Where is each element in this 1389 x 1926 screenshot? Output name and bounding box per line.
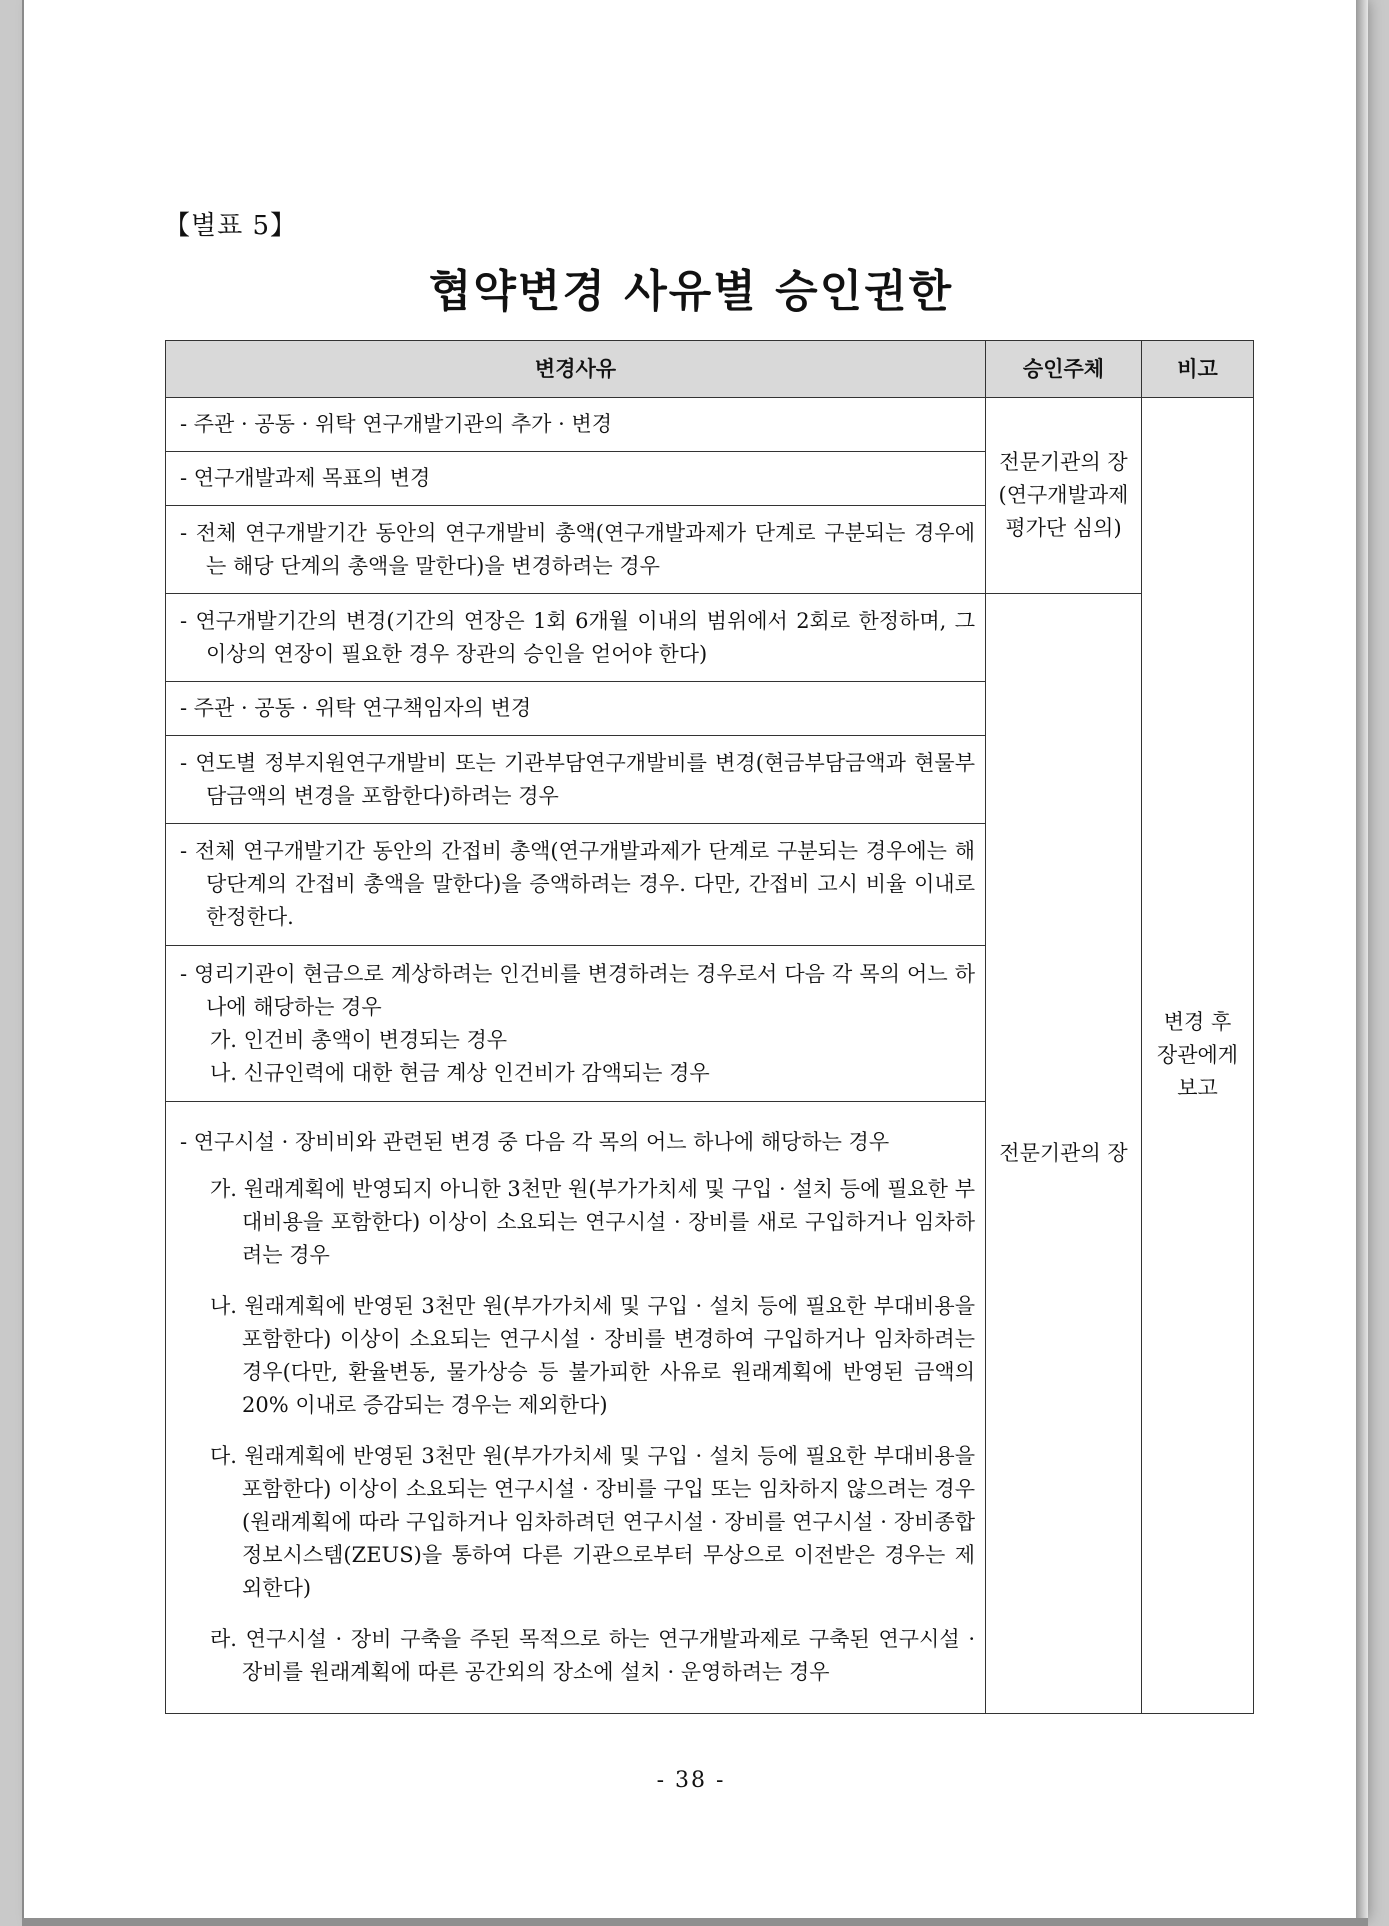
page-edge-shadow: [1356, 0, 1368, 1926]
document-page: [22, 0, 1358, 1920]
table-header-row: [166, 341, 1254, 398]
page-title: 협약변경 사유별 승인권한: [428, 266, 954, 317]
header-reason: 변경사유: [166, 341, 986, 398]
approver-cell-1: 전문기관의 장 (연구개발과제 평가단 심의): [986, 398, 1142, 594]
reason-cell: - 연구개발과제 목표의 변경: [166, 452, 986, 506]
remark-cell: 변경 후 장관에게 보고: [1142, 398, 1254, 1714]
page-bottom-edge: [22, 1918, 1368, 1926]
reason-cell: - 연구시설 · 장비비와 관련된 변경 중 다음 각 목의 어느 하나에 해당하는 경우 가. 원래계획에 반영되지 아니한 3천만 원(부가가치세 및 구입 · 설치 등에 필요한 부대비용을 포함한다) 이상이 소요되는 연구시설 · 장비를 새로 구입하거나 임차하려는 경우 나. 원래계획에 반영된 3천만 원(부가가치세 및 구입 · 설치 등에 필요한 부대비용을 포함한다) 이상이 소요되는 연구시설 · 장비를 변경하여 구입하거나 임차하려는 경우(다만, 환율변동, 물가상승 등 불가피한 사유로 원래계획에 반영된 금액의 20% 이내로 증감되는 경우는 제외한다) 다. 원래계획에 반영된 3천만 원(부가가치세 및 구입 · 설치 등에 필요한 부대비용을 포함한다) 이상이 소요되는 연구시설 · 장비를 구입 또는 임차하지 않으려는 경우(원래계획에 따라 구입하거나 임차하려던 연구시설 · 장비를 연구시설 · 장비종합정보시스템(ZEUS)을 통하여 다른 기관으로부터 무상으로 이전받은 경우는 제외한다) 라. 연구시설 · 장비 구축을 주된 목적으로 하는 연구개발과제로 구축된 연구시설 · 장비를 원래계획에 따른 공간외의 장소에 설치 · 운영하려는 경우: [166, 1102, 986, 1714]
reason-cell: - 주관 · 공동 · 위탁 연구책임자의 변경: [166, 682, 986, 736]
page-number: - 38 -: [656, 1768, 726, 1793]
reason-cell: - 주관 · 공동 · 위탁 연구개발기관의 추가 · 변경: [166, 398, 986, 452]
reason-cell: - 영리기관이 현금으로 계상하려는 인건비를 변경하려는 경우로서 다음 각 목의 어느 하나에 해당하는 경우 가. 인건비 총액이 변경되는 경우 나. 신규인력에 대한 현금 계상 인건비가 감액되는 경우: [166, 946, 986, 1102]
annex-label: 【별표 5】: [164, 211, 298, 241]
header-approver: 승인주체: [986, 341, 1142, 398]
header-remark: 비고: [1142, 341, 1254, 398]
reason-cell: - 연구개발기간의 변경(기간의 연장은 1회 6개월 이내의 범위에서 2회로 한정하며, 그 이상의 연장이 필요한 경우 장관의 승인을 얻어야 한다): [166, 594, 986, 682]
approval-table: [165, 340, 1254, 1714]
reason-cell: - 전체 연구개발기간 동안의 간접비 총액(연구개발과제가 단계로 구분되는 경우에는 해당단계의 간접비 총액을 말한다)을 증액하려는 경우. 다만, 간접비 고시 비율 이내로 한정한다.: [166, 824, 986, 946]
reason-cell: - 연도별 정부지원연구개발비 또는 기관부담연구개발비를 변경(현금부담금액과 현물부담금액의 변경을 포함한다)하려는 경우: [166, 736, 986, 824]
approver-cell-2: 전문기관의 장: [986, 594, 1142, 1714]
table-row: [166, 398, 1254, 452]
reason-cell: - 전체 연구개발기간 동안의 연구개발비 총액(연구개발과제가 단계로 구분되는 경우에는 해당 단계의 총액을 말한다)을 변경하려는 경우: [166, 506, 986, 594]
table-row: [166, 594, 1254, 682]
